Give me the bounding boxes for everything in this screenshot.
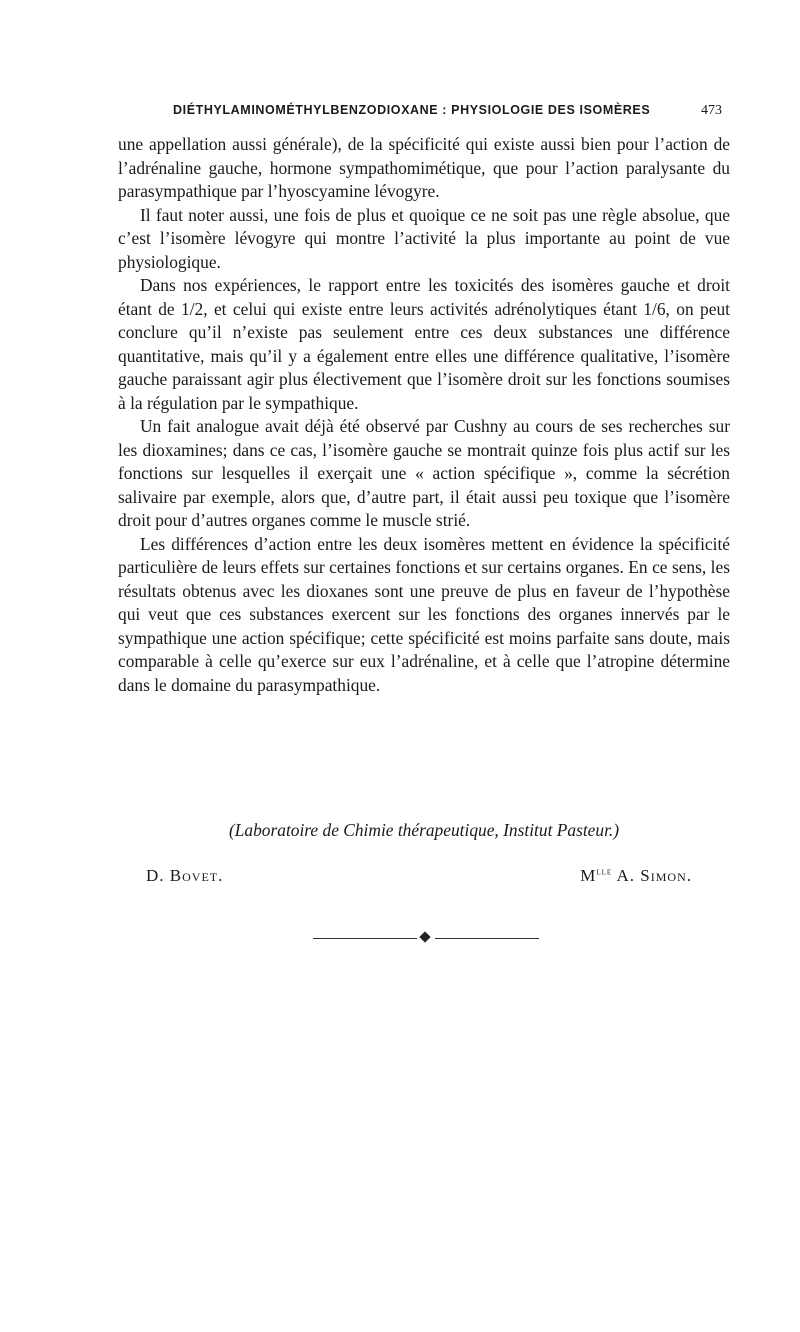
divider-rule-right [435, 938, 539, 939]
running-head [118, 103, 730, 125]
author-bovet: D. Bovet. [146, 866, 224, 885]
author-simon [580, 866, 692, 886]
body-text [118, 133, 730, 697]
authors [118, 866, 730, 890]
divider-rule-left [313, 938, 417, 939]
affiliation: (Laboratoire de Chimie thérapeutique, Institut Pasteur.) [228, 820, 620, 840]
page-number: 473 [701, 103, 722, 118]
paragraph: Les différences d’action entre les deux isomères mettent en évidence la spécificité particulière de leurs effets sur certaines fonctions et sur certains organes. En ce sens, les résultats obtenus avec les dioxanes sont une preuve de plus en faveur de l’hypothèse qui veut que ces substances exercent sur les fonctions des organes innervés par le sympathique une action spécifique; cette spécificité est moins parfaite sans doute, mais comparable à celle qu’exerce sur eux l’adrénaline, et à celle que l’atropine détermine dans le domaine du parasympathique. [118, 533, 730, 695]
diamond-icon [419, 931, 430, 942]
paragraph-continuation: une appellation aussi générale), de la spécificité qui existe aussi bien pour l’action de l’adrénaline gauche, hormone sympathomimétique, que pour l’action paralysante du parasympathique par l’hyoscyamine lévogyre. [118, 134, 730, 201]
paragraph: Dans nos expériences, le rapport entre les toxicités des isomères gauche et droit étant de 1/2, et celui qui existe entre leurs activités adrénolytiques étant 1/6, on peut conclure qu’il n’existe pas seulement entre ces deux substances une différence quantitative, mais qu’il y a également entre elles une différence qualitative, l’isomère gauche paraissant agir plus électivement que l’isomère droit sur les fonctions soumises à la régulation par le sympathique. [118, 275, 730, 413]
author-title-sup: lle [596, 866, 613, 878]
author-title: M [580, 866, 597, 885]
ornament-divider [313, 932, 539, 944]
paragraph: Il faut noter aussi, une fois de plus et quoique ce ne soit pas une règle absolue, que c’est l’isomère lévogyre qui montre l’activité la plus importante au point de vue physiologique. [118, 204, 730, 272]
author-simon-name: A. Simon. [612, 866, 692, 885]
running-title: DIÉTHYLAMINOMÉTHYLBENZODIOXANE : PHYSIOLOGIE DES ISOMÈRES [173, 103, 651, 117]
paragraph: Un fait analogue avait déjà été observé par Cushny au cours de ses recherches sur les dioxamines; dans ce cas, l’isomère gauche se montrait quinze fois plus actif sur les fonctions sur lesquelles il exerçait une « action spécifique », comme la sécrétion salivaire par exemple, alors que, d’autre part, il était aussi peu toxique que l’isomère droit pour d’autres organes comme le muscle strié. [118, 416, 730, 530]
